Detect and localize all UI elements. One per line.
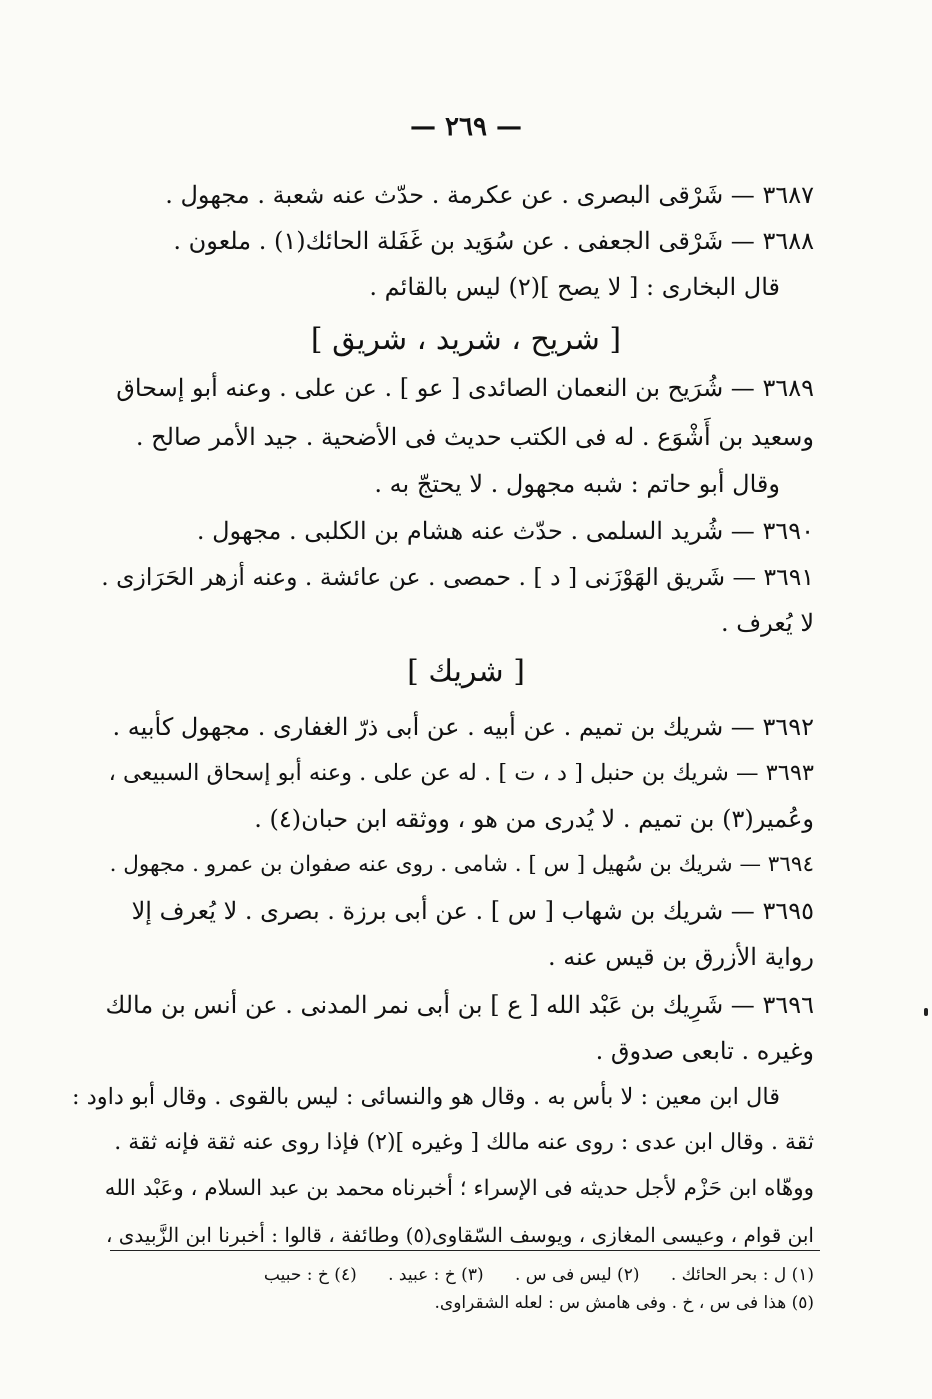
bukhari-remark: قال البخارى : [ لا يصح ](٢) ليس بالقائم .	[369, 273, 780, 301]
entry-3692: ٣٦٩٢ — شريك بن تميم . عن أبيه . عن أبى ذرّ الغفارى . مجهول كأبيه .	[112, 713, 814, 741]
footnote-divider	[110, 1250, 820, 1251]
footnote-1: (١) ل : بحر الحائك .	[670, 1265, 814, 1285]
ibn-hazm-remark: ووهّاه ابن حَزْم لأجل حديثه فى الإسراء ؛ أخبرناه محمد بن عبد السلام ، وعَبْد الله	[104, 1176, 814, 1201]
narrators-line: ابن قوام ، وعيسى المغازى ، ويوسف السّقاوى(٥) وطائفة ، قالوا : أخبرنا ابن الزَّبيدى ،	[105, 1223, 814, 1247]
entry-3696: ٣٦٩٦ — شَرِيك بن عَبْد الله [ ع ] بن أبى نمر المدنى . عن أنس بن مالك	[105, 991, 814, 1019]
margin-speck	[924, 1008, 928, 1016]
footnotes-row-2	[408, 1292, 814, 1314]
abu-hatim-remark: وقال أبو حاتم : شبه مجهول . لا يحتجّ به .	[374, 470, 780, 498]
entry-3695: ٣٦٩٥ — شريك بن شهاب [ س ] . عن أبى برزة . بصرى . لا يُعرف إلا	[131, 897, 814, 925]
page-number: — ٢٦٩ —	[409, 112, 523, 142]
entry-3687: ٣٦٨٧ — شَرْقى البصرى . عن عكرمة . حدّث عنه شعبة . مجهول .	[165, 181, 814, 209]
entry-3693-continued: وعُمير(٣) بن تميم . لا يُدرى من هو ، ووثقه ابن حبان(٤) .	[254, 805, 814, 833]
entry-3696-continued: وغيره . تابعى صدوق .	[595, 1037, 814, 1065]
footnote-2: (٢) ليس فى س .	[515, 1265, 640, 1285]
section-heading-sharik: [ شريك ]	[407, 654, 525, 689]
entry-3691-continued: لا يُعرف .	[721, 609, 814, 637]
ibn-main-remark: قال ابن معين : لا بأس به . وقال هو والنسائى : ليس بالقوى . وقال أبو داود :	[71, 1084, 780, 1110]
entry-3688: ٣٦٨٨ — شَرْقى الجعفى . عن سُوَيد بن غَفَلة الحائك(١) . ملعون .	[173, 227, 814, 255]
section-heading-shurayh: [ شريح ، شريد ، شريق ]	[310, 322, 622, 357]
entry-3691: ٣٦٩١ — شَريق الهَوْزَنى [ د ] . حمصى . عن عائشة . وعنه أزهر الحَرَازى .	[101, 563, 814, 591]
entry-3693: ٣٦٩٣ — شريك بن حنبل [ د ، ت ] . له عن على . وعنه أبو إسحاق السبيعى ،	[108, 760, 814, 786]
footnote-3: (٣) خ : عبيد .	[388, 1265, 484, 1285]
footnote-4: (٤) خ : حبيب	[263, 1265, 357, 1285]
footnotes-row-1	[238, 1264, 814, 1286]
entry-3689: ٣٦٨٩ — شُرَيح بن النعمان الصائدى [ عو ] . عن على . وعنه أبو إسحاق	[116, 374, 814, 402]
entry-3689-continued: وسعيد بن أَشْوَع . له فى الكتب حديث فى الأضحية . جيد الأمر صالح .	[135, 423, 814, 451]
entry-3694: ٣٦٩٤ — شريك بن سُهيل [ س ] . شامى . روى عنه صفوان بن عمرو . مجهول .	[109, 852, 814, 877]
entry-3695-continued: رواية الأزرق بن قيس عنه .	[547, 943, 814, 971]
entry-3690: ٣٦٩٠ — شُريد السلمى . حدّث عنه هشام بن الكلبى . مجهول .	[196, 517, 814, 545]
footnote-5: (٥) هذا فى س ، خ . وفى هامش س : لعله الشقراوى.	[434, 1293, 814, 1313]
ibn-adi-remark: ثقة . وقال ابن عدى : روى عنه مالك [ وغيره ](٢) فإذا روى عنه ثقة فإنه ثقة .	[114, 1130, 814, 1155]
